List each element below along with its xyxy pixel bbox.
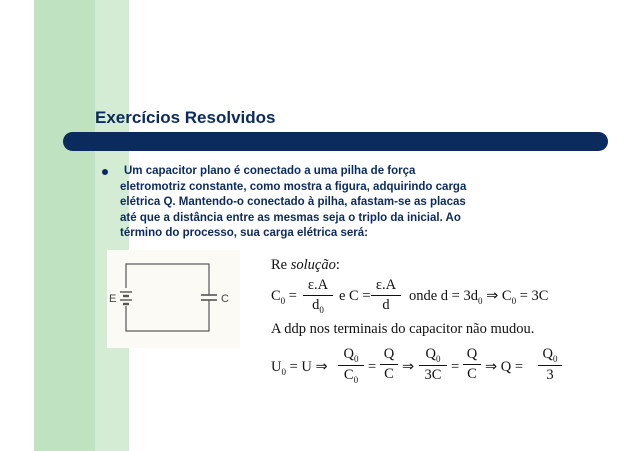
eq1-fraction-2	[371, 277, 401, 314]
eq2-f4-num: Q	[466, 346, 478, 362]
decorative-band-dark	[34, 0, 95, 451]
fraction-bar	[338, 365, 364, 366]
question-line: elétrica Q. Mantendo-o conectado à pilha, afastam-se as placas	[120, 196, 466, 208]
fraction-bar	[371, 295, 401, 296]
solution-heading-colon: :	[335, 257, 340, 273]
eq2-fraction-1	[338, 346, 364, 385]
question-line: até que a distância entre as mesmas seja o triplo da inicial. Ao	[120, 211, 461, 224]
eq1-result-tail: = 3C	[519, 288, 549, 304]
eq2-f2-num: Q	[383, 346, 395, 362]
eq1-result-arrow: ⇒ C	[486, 288, 512, 304]
eq1-frac1-num: ε.A	[307, 277, 329, 293]
eq1-onde	[409, 288, 548, 306]
eq1-lhs	[271, 288, 297, 306]
bullet-icon	[102, 169, 108, 175]
eq2-f3-num-sub: 0	[435, 353, 441, 364]
eq1-c-sub: 0	[280, 295, 286, 306]
eq2-f1-num-sub: 0	[353, 353, 359, 364]
eq2-eq-u: = U ⇒	[289, 359, 328, 375]
eq2-u: U	[271, 359, 282, 375]
fraction-bar	[419, 365, 447, 366]
eq2-fraction-3	[419, 346, 447, 384]
solution-heading-prefix: Re	[271, 257, 288, 273]
eq2-eq-2: =	[451, 359, 460, 375]
eq2-u-sub: 0	[281, 366, 286, 377]
eq2-f3-num: Q	[425, 346, 436, 362]
eq2-fraction-5	[538, 346, 562, 384]
question-text	[120, 164, 538, 242]
eq1-onde-text: onde d = 3d	[409, 288, 478, 304]
eq1-frac1-den-sub: 0	[319, 304, 324, 315]
eq2-f1-den-sub: 0	[353, 374, 359, 385]
eq2-f3-den: 3C	[424, 366, 442, 383]
eq1-result-sub: 0	[511, 295, 517, 306]
eq1-frac2-num: ε.A	[375, 277, 397, 293]
circuit-wire-loop	[126, 264, 209, 331]
eq2-f5-den: 3	[546, 366, 554, 383]
title-underline-bar	[63, 132, 608, 151]
eq1-frac1-den: d	[312, 297, 320, 313]
eq2-f2-den: C	[384, 366, 394, 382]
solution-heading-italic: solução	[290, 257, 336, 273]
fraction-bar	[538, 365, 562, 366]
question-line: eletromotriz constante, como mostra a figura, adquirindo carga	[120, 180, 467, 193]
eq2-arrow-1: ⇒	[402, 359, 415, 375]
eq2-lhs	[271, 359, 328, 377]
solution-heading	[271, 257, 340, 274]
eq1-c: C	[271, 288, 281, 304]
eq2-fraction-2	[380, 346, 398, 383]
battery-label: E	[109, 293, 117, 305]
fraction-bar	[303, 295, 333, 296]
eq1-frac2-den: d	[382, 297, 390, 313]
question-line: Um capacitor plano é conectado a uma pilha de força	[124, 165, 416, 177]
eq2-f5-num-sub: 0	[552, 353, 558, 364]
eq2-arrow-2: ⇒ Q =	[485, 359, 524, 375]
circuit-diagram	[107, 250, 240, 348]
eq1-fraction-1	[303, 277, 333, 315]
capacitor-label: C	[221, 293, 229, 305]
eq1-equals: =	[288, 288, 297, 304]
eq2-f5-num: Q	[542, 346, 553, 362]
eq2-f4-den: C	[467, 366, 477, 382]
eq2-f1-num: Q	[343, 346, 354, 362]
eq1-onde-sub: 0	[478, 295, 483, 306]
question-line: término do processo, sua carga elétrica será:	[120, 227, 368, 239]
eq2-eq: =	[368, 359, 377, 375]
eq2-f1-den: C	[343, 366, 354, 383]
circuit-diagram-svg	[107, 250, 240, 348]
slide-title: Exercícios Resolvidos	[95, 108, 276, 127]
solution-statement: A ddp nos terminais do capacitor não mudou.	[271, 321, 535, 337]
fraction-bar	[380, 364, 398, 365]
eq2-fraction-4	[463, 346, 481, 383]
eq1-and: e C =	[339, 288, 371, 304]
fraction-bar	[463, 364, 481, 365]
